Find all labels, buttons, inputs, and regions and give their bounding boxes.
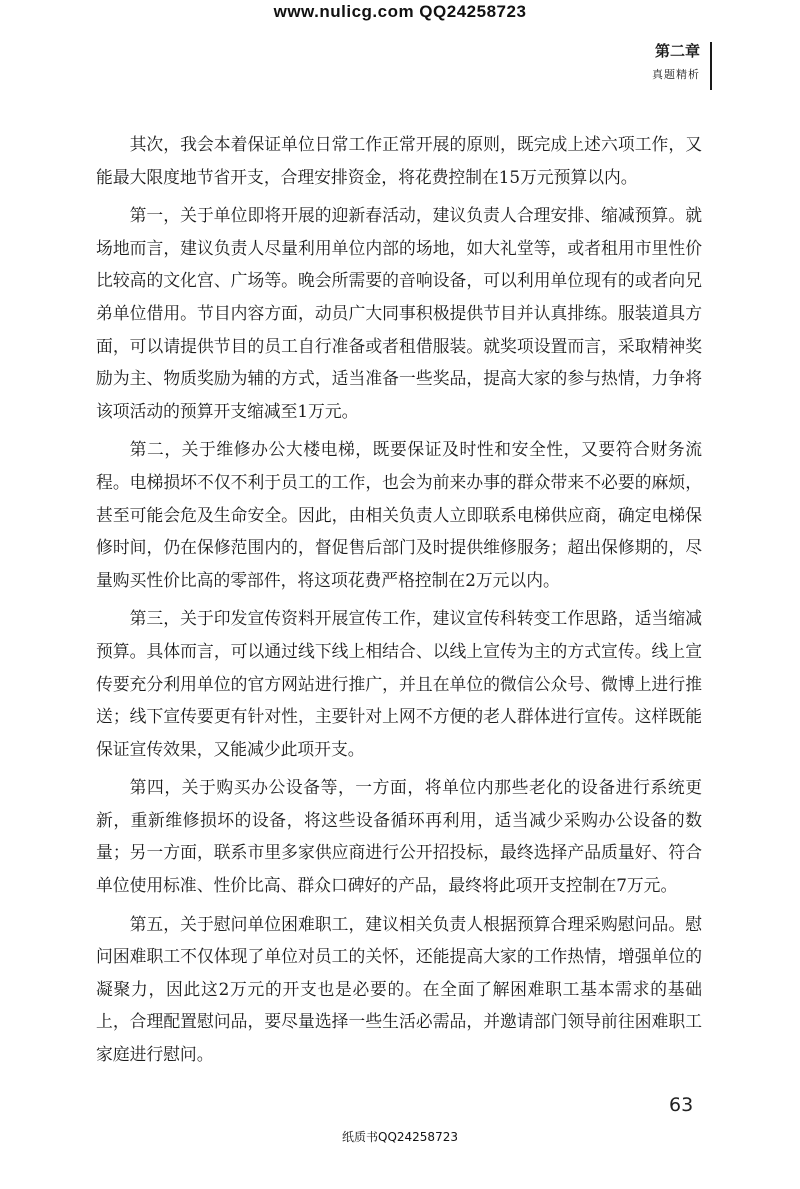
- header-divider: [710, 42, 712, 90]
- running-head: [652, 40, 700, 84]
- body-text: [96, 128, 702, 1077]
- paragraph-second: 第二，关于维修办公大楼电梯，既要保证及时性和安全性，又要符合财务流程。电梯损坏不仅不利于员工的工作，也会为前来办事的群众带来不必要的麻烦，甚至可能会危及生命安全。因此，由相关负责人立即联系电梯供应商，确定电梯保修时间，仍在保修范围内的，督促售后部门及时提供维修服务；超出保修期的，尽量购买性价比高的零部件，将这项花费严格控制在2万元以内。: [96, 439, 702, 590]
- chapter-label: 第二章: [654, 42, 700, 60]
- paragraph-fifth: 第五，关于慰问单位困难职工，建议相关负责人根据预算合理采购慰问品。慰问困难职工不仅体现了单位对员工的关怀，还能提高大家的工作热情，增强单位的凝聚力，因此这2万元的开支也是必要的。在全面了解困难职工基本需求的基础上，合理配置慰问品，要尽量选择一些生活必需品，并邀请部门领导前往困难职工家庭进行慰问。: [96, 913, 702, 1065]
- bottom-watermark: 纸质书QQ24258723: [342, 1130, 458, 1144]
- top-watermark: www.nulicg.com QQ24258723: [273, 2, 527, 21]
- paragraph-first: 第一，关于单位即将开展的迎新春活动，建议负责人合理安排、缩减预算。就场地而言，建议负责人尽量利用单位内部的场地，如大礼堂等，或者租用市里性价比较高的文化宫、广场等。晚会所需要的音响设备，可以利用单位现有的或者向兄弟单位借用。节目内容方面，动员广大同事积极提供节目并认真排练。服装道具方面，可以请提供节目的员工自行准备或者租借服装。就奖项设置而言，采取精神奖励为主、物质奖励为辅的方式，适当准备一些奖品，提高大家的参与热情，力争将该项活动的预算开支缩减至1万元。: [96, 205, 702, 421]
- paragraph-third: 第三，关于印发宣传资料开展宣传工作，建议宣传科转变工作思路，适当缩减预算。具体而言，可以通过线下线上相结合、以线上宣传为主的方式宣传。线上宣传要充分利用单位的官方网站进行推广，并且在单位的微信公众号、微博上进行推送；线下宣传要更有针对性，主要针对上网不方便的老人群体进行宣传。这样既能保证宣传效果，又能减少此项开支。: [96, 608, 702, 759]
- section-label: 真题精析: [652, 68, 700, 81]
- page-number: 63: [669, 1094, 694, 1116]
- paragraph-fourth: 第四，关于购买办公设备等，一方面，将单位内那些老化的设备进行系统更新，重新维修损坏的设备，将这些设备循环再利用，适当减少采购办公设备的数量；另一方面，联系市里多家供应商进行公开招投标，最终选择产品质量好、符合单位使用标准、性价比高、群众口碑好的产品，最终将此项开支控制在7万元。: [96, 777, 702, 896]
- paragraph-intro: 其次，我会本着保证单位日常工作正常开展的原则，既完成上述六项工作，又能最大限度地节省开支，合理安排资金，将花费控制在15万元预算以内。: [96, 134, 702, 187]
